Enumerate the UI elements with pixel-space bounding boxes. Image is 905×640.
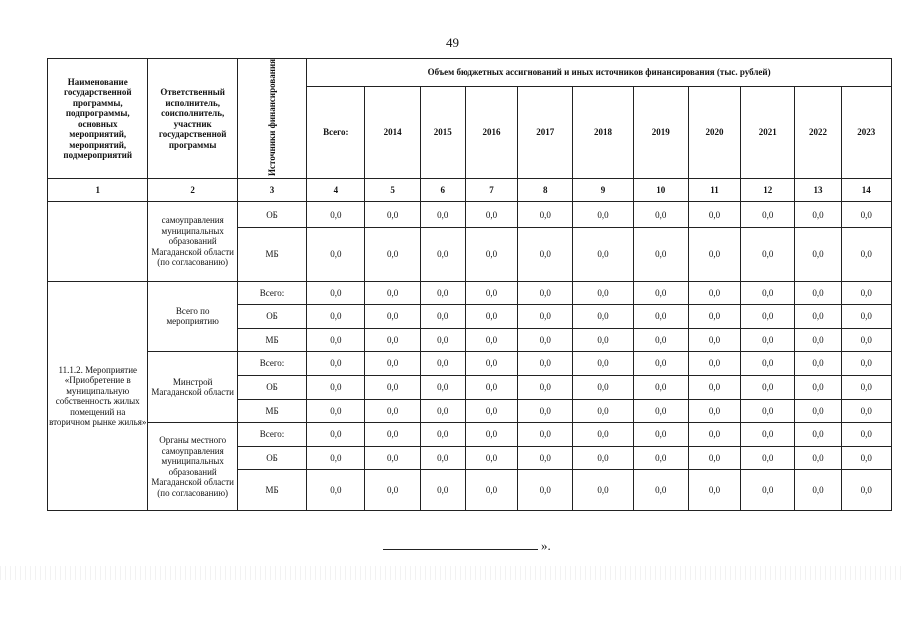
header-volume: Объем бюджетных ассигнований и иных источников финансирования (тыс. рублей) (307, 59, 892, 87)
value-cell: 0,0 (465, 202, 517, 228)
value-cell: 0,0 (365, 328, 420, 352)
value-cell: 0,0 (465, 352, 517, 376)
closing-underline (383, 549, 538, 550)
group-responsible-cell: Органы местного самоуправления муниципальных образований Магаданской области (по согласованию) (148, 423, 237, 511)
value-cell: 0,0 (795, 281, 841, 305)
source-cell: МБ (237, 228, 306, 281)
value-cell: 0,0 (573, 399, 633, 423)
value-cell: 0,0 (420, 423, 465, 447)
value-cell: 0,0 (688, 375, 740, 399)
table-row (48, 423, 892, 447)
column-number-cell: 4 (307, 179, 365, 202)
value-cell: 0,0 (841, 399, 891, 423)
table-row (48, 281, 892, 305)
header-sources (237, 59, 306, 179)
value-cell: 0,0 (633, 423, 688, 447)
value-cell: 0,0 (307, 328, 365, 352)
value-cell: 0,0 (688, 305, 740, 329)
value-cell: 0,0 (633, 328, 688, 352)
value-cell: 0,0 (741, 328, 795, 352)
source-cell: МБ (237, 328, 306, 352)
column-number-cell: 13 (795, 179, 841, 202)
header-name: Наименование государственной программы, подпрограммы, основных мероприятий, мероприятий, подмероприятий (48, 59, 148, 179)
value-cell: 0,0 (307, 281, 365, 305)
header-responsible: Ответственный исполнитель, соисполнитель, участник государственной программы (148, 59, 237, 179)
value-cell: 0,0 (518, 228, 573, 281)
value-cell: 0,0 (420, 228, 465, 281)
value-cell: 0,0 (420, 281, 465, 305)
source-cell: ОБ (237, 446, 306, 470)
value-cell: 0,0 (420, 470, 465, 511)
value-cell: 0,0 (465, 446, 517, 470)
source-cell: МБ (237, 470, 306, 511)
value-cell: 0,0 (633, 352, 688, 376)
value-cell: 0,0 (795, 202, 841, 228)
value-cell: 0,0 (633, 305, 688, 329)
header-year-cell: 2021 (741, 86, 795, 179)
value-cell: 0,0 (688, 446, 740, 470)
continuation-responsible-cell: самоуправления муниципальных образований Магаданской области (по согласованию) (148, 202, 237, 281)
value-cell: 0,0 (688, 328, 740, 352)
value-cell: 0,0 (365, 399, 420, 423)
closing-mark: ». (541, 538, 551, 553)
header-year-cell: Всего: (307, 86, 365, 179)
value-cell: 0,0 (841, 202, 891, 228)
budget-table (47, 58, 892, 511)
value-cell: 0,0 (420, 328, 465, 352)
value-cell: 0,0 (465, 228, 517, 281)
column-number-cell: 8 (518, 179, 573, 202)
value-cell: 0,0 (420, 305, 465, 329)
value-cell: 0,0 (741, 375, 795, 399)
value-cell: 0,0 (795, 305, 841, 329)
value-cell: 0,0 (841, 328, 891, 352)
value-cell: 0,0 (307, 228, 365, 281)
header-year-cell: 2019 (633, 86, 688, 179)
column-number-cell: 5 (365, 179, 420, 202)
value-cell: 0,0 (518, 423, 573, 447)
header-year-cell: 2015 (420, 86, 465, 179)
value-cell: 0,0 (573, 281, 633, 305)
value-cell: 0,0 (518, 446, 573, 470)
source-cell: ОБ (237, 202, 306, 228)
value-cell: 0,0 (688, 202, 740, 228)
value-cell: 0,0 (518, 375, 573, 399)
value-cell: 0,0 (741, 470, 795, 511)
header-year-cell: 2014 (365, 86, 420, 179)
value-cell: 0,0 (465, 423, 517, 447)
source-cell: МБ (237, 399, 306, 423)
column-number-cell: 9 (573, 179, 633, 202)
value-cell: 0,0 (465, 328, 517, 352)
value-cell: 0,0 (573, 228, 633, 281)
column-number-cell: 10 (633, 179, 688, 202)
value-cell: 0,0 (518, 328, 573, 352)
value-cell: 0,0 (365, 281, 420, 305)
value-cell: 0,0 (741, 305, 795, 329)
column-numbers-row (48, 179, 892, 202)
value-cell: 0,0 (741, 228, 795, 281)
column-number-cell: 6 (420, 179, 465, 202)
value-cell: 0,0 (518, 281, 573, 305)
value-cell: 0,0 (795, 352, 841, 376)
value-cell: 0,0 (420, 202, 465, 228)
value-cell: 0,0 (573, 423, 633, 447)
column-number-cell: 14 (841, 179, 891, 202)
source-cell: Всего: (237, 281, 306, 305)
value-cell: 0,0 (633, 228, 688, 281)
value-cell: 0,0 (518, 399, 573, 423)
value-cell: 0,0 (841, 352, 891, 376)
value-cell: 0,0 (573, 202, 633, 228)
table-row (48, 352, 892, 376)
value-cell: 0,0 (741, 446, 795, 470)
value-cell: 0,0 (365, 352, 420, 376)
header-year-cell: 2023 (841, 86, 891, 179)
value-cell: 0,0 (365, 375, 420, 399)
value-cell: 0,0 (465, 281, 517, 305)
value-cell: 0,0 (688, 228, 740, 281)
value-cell: 0,0 (518, 305, 573, 329)
value-cell: 0,0 (573, 352, 633, 376)
value-cell: 0,0 (365, 470, 420, 511)
value-cell: 0,0 (841, 423, 891, 447)
value-cell: 0,0 (365, 446, 420, 470)
value-cell: 0,0 (688, 281, 740, 305)
value-cell: 0,0 (741, 352, 795, 376)
value-cell: 0,0 (741, 423, 795, 447)
value-cell: 0,0 (795, 228, 841, 281)
value-cell: 0,0 (307, 470, 365, 511)
value-cell: 0,0 (307, 399, 365, 423)
value-cell: 0,0 (741, 281, 795, 305)
header-year-cell: 2018 (573, 86, 633, 179)
value-cell: 0,0 (365, 202, 420, 228)
value-cell: 0,0 (573, 470, 633, 511)
column-number-cell: 11 (688, 179, 740, 202)
value-cell: 0,0 (420, 352, 465, 376)
page-number: 49 (446, 35, 459, 50)
header-year-cell: 2022 (795, 86, 841, 179)
value-cell: 0,0 (307, 446, 365, 470)
value-cell: 0,0 (841, 281, 891, 305)
value-cell: 0,0 (465, 305, 517, 329)
value-cell: 0,0 (307, 375, 365, 399)
table-row (48, 202, 892, 228)
value-cell: 0,0 (633, 399, 688, 423)
value-cell: 0,0 (688, 470, 740, 511)
value-cell: 0,0 (841, 228, 891, 281)
value-cell: 0,0 (465, 470, 517, 511)
group-responsible-cell: Минстрой Магаданской области (148, 352, 237, 423)
value-cell: 0,0 (518, 352, 573, 376)
value-cell: 0,0 (307, 202, 365, 228)
value-cell: 0,0 (573, 375, 633, 399)
header-year-cell: 2016 (465, 86, 517, 179)
value-cell: 0,0 (420, 375, 465, 399)
value-cell: 0,0 (573, 328, 633, 352)
value-cell: 0,0 (633, 375, 688, 399)
value-cell: 0,0 (518, 202, 573, 228)
value-cell: 0,0 (307, 305, 365, 329)
group-responsible-cell: Всего по мероприятию (148, 281, 237, 352)
continuation-name-cell (48, 202, 148, 281)
value-cell: 0,0 (365, 305, 420, 329)
header-row-1 (48, 59, 892, 87)
value-cell: 0,0 (688, 423, 740, 447)
header-sources-label: Источники финансирования (267, 59, 278, 176)
value-cell: 0,0 (633, 446, 688, 470)
closing-line (383, 538, 683, 556)
value-cell: 0,0 (573, 446, 633, 470)
value-cell: 0,0 (633, 470, 688, 511)
value-cell: 0,0 (465, 375, 517, 399)
value-cell: 0,0 (307, 352, 365, 376)
scan-noise (0, 566, 905, 580)
source-cell: Всего: (237, 352, 306, 376)
value-cell: 0,0 (573, 305, 633, 329)
value-cell: 0,0 (841, 470, 891, 511)
measure-name-cell: 11.1.2. Мероприятие «Приобретение в муниципальную собственность жилых помещений на вторичном рынке жилья» (48, 281, 148, 511)
column-number-cell: 7 (465, 179, 517, 202)
value-cell: 0,0 (307, 423, 365, 447)
value-cell: 0,0 (841, 305, 891, 329)
value-cell: 0,0 (795, 470, 841, 511)
value-cell: 0,0 (841, 375, 891, 399)
value-cell: 0,0 (420, 446, 465, 470)
value-cell: 0,0 (365, 228, 420, 281)
value-cell: 0,0 (633, 202, 688, 228)
value-cell: 0,0 (518, 470, 573, 511)
value-cell: 0,0 (741, 202, 795, 228)
value-cell: 0,0 (465, 399, 517, 423)
value-cell: 0,0 (795, 375, 841, 399)
value-cell: 0,0 (365, 423, 420, 447)
value-cell: 0,0 (795, 328, 841, 352)
source-cell: ОБ (237, 305, 306, 329)
column-number-cell: 12 (741, 179, 795, 202)
value-cell: 0,0 (420, 399, 465, 423)
value-cell: 0,0 (841, 446, 891, 470)
value-cell: 0,0 (688, 352, 740, 376)
header-year-cell: 2017 (518, 86, 573, 179)
column-number-cell: 2 (148, 179, 237, 202)
header-year-cell: 2020 (688, 86, 740, 179)
column-number-cell: 1 (48, 179, 148, 202)
value-cell: 0,0 (795, 446, 841, 470)
value-cell: 0,0 (795, 423, 841, 447)
value-cell: 0,0 (795, 399, 841, 423)
value-cell: 0,0 (741, 399, 795, 423)
column-number-cell: 3 (237, 179, 306, 202)
source-cell: Всего: (237, 423, 306, 447)
value-cell: 0,0 (633, 281, 688, 305)
value-cell: 0,0 (688, 399, 740, 423)
source-cell: ОБ (237, 375, 306, 399)
